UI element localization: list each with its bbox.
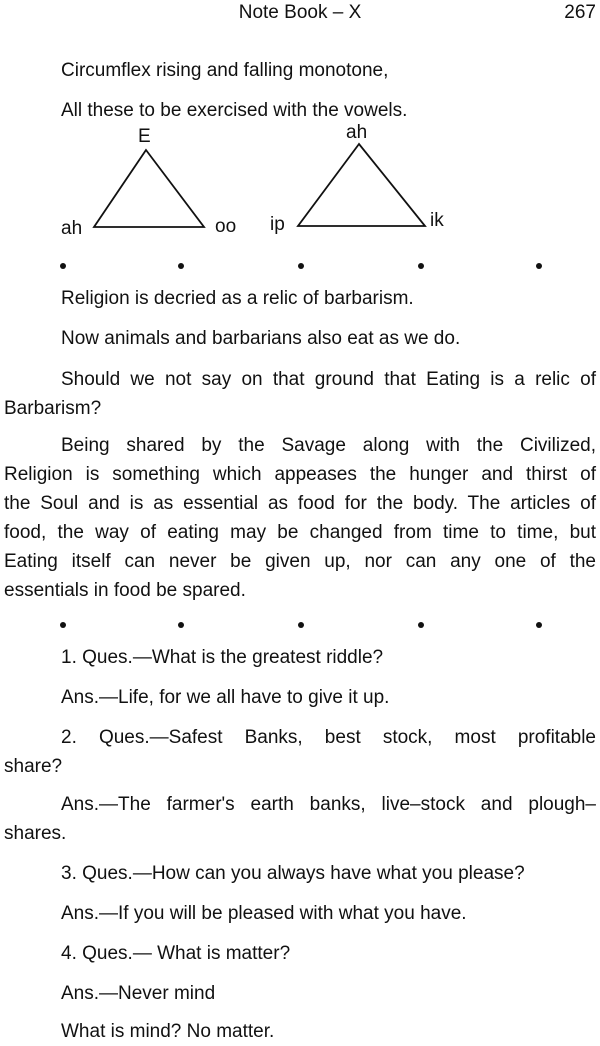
triangle-drawing bbox=[0, 118, 600, 248]
separator-dot bbox=[298, 622, 304, 628]
separator-dot bbox=[178, 622, 184, 628]
separator-dot bbox=[536, 622, 542, 628]
paragraph-religion-essential bbox=[4, 431, 596, 605]
text-line: Barbarism? bbox=[4, 398, 102, 419]
separator-dots-2 bbox=[0, 622, 600, 634]
separator-dot bbox=[60, 263, 66, 269]
text-line: Ans.—The farmer's earth banks, live–stock and plough– bbox=[61, 794, 596, 815]
triangle-e bbox=[94, 150, 204, 227]
separator-dot bbox=[418, 263, 424, 269]
answer-2 bbox=[4, 790, 596, 848]
question-2 bbox=[4, 723, 596, 781]
paragraph-religion-decried: Religion is decried as a relic of barbarism. bbox=[61, 288, 414, 309]
separator-dot bbox=[178, 263, 184, 269]
answer-1: Ans.—Life, for we all have to give it up. bbox=[61, 687, 390, 708]
separator-dot bbox=[418, 622, 424, 628]
page-number: 267 bbox=[564, 2, 596, 23]
question-1: 1. Ques.—What is the greatest riddle? bbox=[61, 647, 384, 668]
text-line: food, the way of eating may be changed from time to time, but bbox=[4, 522, 596, 543]
text-line: the Soul and is as essential as food for the body. The articles of bbox=[4, 493, 596, 514]
text-line: 2. Ques.—Safest Banks, best stock, most profitable bbox=[61, 727, 596, 748]
answer-4-continued: What is mind? No matter. bbox=[61, 1021, 275, 1042]
text-line: Eating itself can never be given up, nor can any one of the bbox=[4, 551, 596, 572]
text-line: shares. bbox=[4, 823, 67, 844]
vowel-triangle-diagram bbox=[0, 118, 600, 248]
running-header-title: Note Book – X bbox=[238, 2, 362, 23]
separator-dots-1 bbox=[0, 263, 600, 275]
separator-dot bbox=[536, 263, 542, 269]
answer-3: Ans.—If you will be pleased with what you have. bbox=[61, 903, 467, 924]
triangle1-right-label: oo bbox=[215, 216, 237, 237]
paragraph-animals-eat: Now animals and barbarians also eat as we do. bbox=[61, 328, 461, 349]
triangle1-left-label: ah bbox=[61, 218, 83, 239]
text-line: essentials in food be spared. bbox=[4, 580, 246, 601]
question-3: 3. Ques.—How can you always have what you please? bbox=[61, 863, 525, 884]
text-line: Should we not say on that ground that Eating is a relic of bbox=[61, 369, 596, 390]
triangle2-left-label: ip bbox=[270, 214, 285, 235]
text-line: share? bbox=[4, 756, 63, 777]
intro-line-2: All these to be exercised with the vowels. bbox=[61, 100, 408, 121]
paragraph-eating-relic bbox=[4, 365, 596, 423]
text-line: Religion is something which appeases the hunger and thirst of bbox=[4, 464, 596, 485]
triangle2-right-label: ik bbox=[430, 210, 444, 231]
intro-line-1: Circumflex rising and falling monotone, bbox=[61, 60, 389, 81]
triangle1-top-label: E bbox=[138, 126, 151, 147]
answer-4: Ans.—Never mind bbox=[61, 983, 216, 1004]
question-4: 4. Ques.— What is matter? bbox=[61, 943, 291, 964]
triangle-ah bbox=[298, 144, 425, 226]
text-line: Being shared by the Savage along with the Civilized, bbox=[61, 435, 596, 456]
separator-dot bbox=[298, 263, 304, 269]
triangle2-top-label: ah bbox=[346, 122, 368, 143]
separator-dot bbox=[60, 622, 66, 628]
